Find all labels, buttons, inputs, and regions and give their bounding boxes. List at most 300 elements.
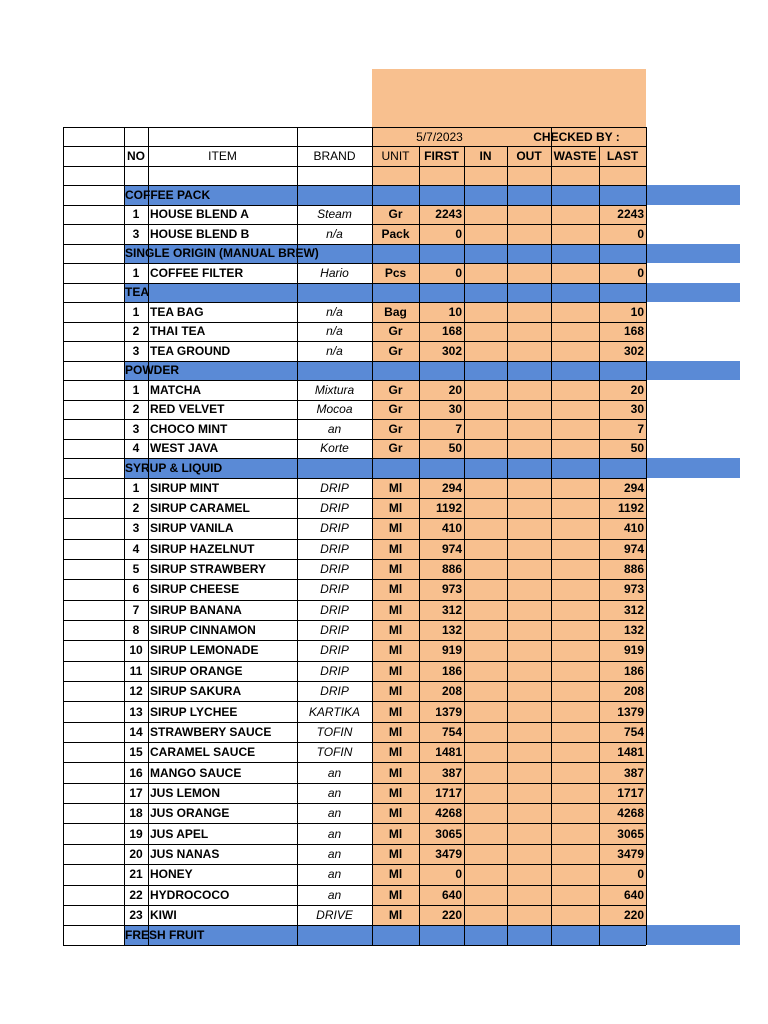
item-last: 0 <box>637 867 644 882</box>
item-last: 186 <box>623 663 644 678</box>
item-in <box>464 302 507 322</box>
item-brand: Mocoa <box>316 402 353 417</box>
item-last: 20 <box>630 382 644 397</box>
section-title: SYRUP & LIQUID <box>125 460 223 475</box>
item-in <box>464 783 507 803</box>
item-name: MANGO SAUCE <box>150 765 242 780</box>
item-first: 3065 <box>435 826 462 841</box>
item-unit: Ml <box>388 765 403 780</box>
item-name: SIRUP LYCHEE <box>150 704 238 719</box>
item-last: 4268 <box>617 806 644 821</box>
grid-line <box>63 166 646 167</box>
grid-line <box>63 945 646 946</box>
grid-line <box>63 127 64 945</box>
item-first: 2243 <box>435 207 462 222</box>
item-name: HOUSE BLEND A <box>150 207 249 222</box>
item-in <box>464 419 507 439</box>
item-out <box>507 322 551 342</box>
item-in <box>464 823 507 843</box>
item-last: 410 <box>623 521 644 536</box>
item-out <box>507 205 551 225</box>
item-unit: Ml <box>388 562 403 577</box>
item-out <box>507 803 551 823</box>
item-first: 220 <box>441 908 462 923</box>
section-title: POWDER <box>125 363 179 378</box>
item-no: 5 <box>132 562 140 577</box>
item-brand: Hario <box>320 265 349 280</box>
item-in <box>464 478 507 498</box>
item-no: 16 <box>129 765 143 780</box>
item-first: 0 <box>455 226 462 241</box>
item-out <box>507 905 551 925</box>
item-no: 3 <box>132 226 140 241</box>
item-waste <box>551 518 599 538</box>
item-out <box>507 439 551 459</box>
item-unit: Ml <box>388 867 403 882</box>
item-name: STRAWBERY SAUCE <box>150 724 272 739</box>
item-no: 1 <box>132 207 140 222</box>
item-unit: Ml <box>388 541 403 556</box>
item-in <box>464 885 507 905</box>
item-in <box>464 498 507 518</box>
item-waste <box>551 885 599 905</box>
item-out <box>507 783 551 803</box>
item-out <box>507 539 551 559</box>
item-name: SIRUP ORANGE <box>150 663 243 678</box>
item-name: MATCHA <box>150 382 202 397</box>
item-no: 6 <box>132 582 140 597</box>
item-brand: n/a <box>326 343 343 358</box>
item-first: 7 <box>455 421 462 436</box>
item-brand: an <box>327 765 342 780</box>
item-no: 14 <box>129 724 143 739</box>
item-no: 10 <box>129 643 143 658</box>
item-last: 973 <box>623 582 644 597</box>
item-brand: n/a <box>326 226 343 241</box>
item-brand: an <box>327 846 342 861</box>
item-first: 132 <box>441 623 462 638</box>
item-first: 3479 <box>435 846 462 861</box>
item-in <box>464 640 507 660</box>
item-brand: DRIP <box>320 521 349 536</box>
item-name: SIRUP MINT <box>150 480 220 495</box>
item-no: 17 <box>129 785 143 800</box>
item-unit: Ml <box>388 908 403 923</box>
item-last: 1192 <box>617 501 644 516</box>
item-first: 4268 <box>435 806 462 821</box>
item-waste <box>551 205 599 225</box>
item-name: CARAMEL SAUCE <box>150 745 256 760</box>
item-out <box>507 762 551 782</box>
item-in <box>464 400 507 420</box>
item-out <box>507 341 551 361</box>
item-in <box>464 439 507 459</box>
item-brand: DRIP <box>320 623 349 638</box>
item-waste <box>551 380 599 400</box>
item-name: KIWI <box>150 908 177 923</box>
item-no: 2 <box>132 324 140 339</box>
item-waste <box>551 224 599 244</box>
item-first: 1379 <box>435 704 462 719</box>
item-out <box>507 701 551 721</box>
item-unit: Ml <box>388 663 403 678</box>
item-name: JUS ORANGE <box>150 806 230 821</box>
item-no: 18 <box>129 806 143 821</box>
item-first: 186 <box>441 663 462 678</box>
item-first: 1192 <box>435 501 462 516</box>
item-in <box>464 722 507 742</box>
item-out <box>507 620 551 640</box>
item-brand: an <box>327 867 342 882</box>
item-waste <box>551 783 599 803</box>
item-no: 8 <box>132 623 140 638</box>
item-brand: DRIP <box>320 663 349 678</box>
item-name: WEST JAVA <box>150 441 219 456</box>
header-item: ITEM <box>208 149 237 163</box>
item-unit: Ml <box>388 704 403 719</box>
item-name: HYDROCOCO <box>150 887 230 902</box>
item-no: 2 <box>132 402 140 417</box>
item-unit: Ml <box>388 521 403 536</box>
item-first: 410 <box>441 521 462 536</box>
item-last: 1481 <box>617 745 644 760</box>
item-first: 312 <box>441 602 462 617</box>
item-brand: an <box>327 785 342 800</box>
item-last: 1379 <box>617 704 644 719</box>
item-last: 302 <box>623 343 644 358</box>
item-last: 312 <box>623 602 644 617</box>
item-unit: Ml <box>388 501 403 516</box>
item-unit: Pack <box>381 226 410 241</box>
item-in <box>464 539 507 559</box>
item-last: 208 <box>623 684 644 699</box>
item-no: 20 <box>129 846 143 861</box>
item-waste <box>551 579 599 599</box>
item-in <box>464 559 507 579</box>
item-unit: Ml <box>388 785 403 800</box>
item-brand: DRIP <box>320 480 349 495</box>
item-last: 50 <box>630 441 644 456</box>
header-no: NO <box>127 149 145 163</box>
item-name: SIRUP CINNAMON <box>150 623 256 638</box>
item-out <box>507 224 551 244</box>
header-in: IN <box>479 149 492 163</box>
item-last: 294 <box>623 480 644 495</box>
item-first: 1481 <box>435 745 462 760</box>
item-out <box>507 302 551 322</box>
item-in <box>464 205 507 225</box>
item-waste <box>551 762 599 782</box>
item-first: 754 <box>441 724 462 739</box>
item-no: 19 <box>129 826 143 841</box>
item-in <box>464 762 507 782</box>
item-out <box>507 263 551 283</box>
item-in <box>464 844 507 864</box>
item-unit: Pcs <box>384 265 407 280</box>
item-waste <box>551 419 599 439</box>
item-waste <box>551 701 599 721</box>
item-last: 387 <box>623 765 644 780</box>
item-name: RED VELVET <box>150 402 225 417</box>
item-unit: Ml <box>388 724 403 739</box>
item-last: 974 <box>623 541 644 556</box>
item-first: 50 <box>448 441 462 456</box>
item-out <box>507 661 551 681</box>
item-unit: Ml <box>388 623 403 638</box>
section-title: COFFEE PACK <box>125 187 211 202</box>
item-name: COFFEE FILTER <box>150 265 244 280</box>
item-name: SIRUP BANANA <box>150 602 242 617</box>
item-out <box>507 844 551 864</box>
item-unit: Ml <box>388 887 403 902</box>
item-no: 1 <box>132 382 140 397</box>
item-out <box>507 600 551 620</box>
item-first: 30 <box>448 402 462 417</box>
item-first: 294 <box>441 480 462 495</box>
item-brand: DRIP <box>320 541 349 556</box>
report-date: 5/7/2023 <box>416 129 463 144</box>
item-name: SIRUP CHEESE <box>150 582 240 597</box>
item-in <box>464 803 507 823</box>
item-waste <box>551 640 599 660</box>
item-waste <box>551 864 599 884</box>
item-last: 3479 <box>617 846 644 861</box>
item-out <box>507 722 551 742</box>
item-first: 886 <box>441 562 462 577</box>
item-brand: Korte <box>320 441 349 456</box>
item-name: SIRUP VANILA <box>150 521 234 536</box>
item-waste <box>551 498 599 518</box>
item-waste <box>551 620 599 640</box>
item-waste <box>551 341 599 361</box>
item-name: TEA BAG <box>150 304 204 319</box>
item-no: 23 <box>129 908 143 923</box>
item-brand: an <box>327 806 342 821</box>
item-waste <box>551 844 599 864</box>
item-first: 973 <box>441 582 462 597</box>
item-unit: Gr <box>388 207 403 222</box>
item-name: JUS NANAS <box>150 846 220 861</box>
item-name: CHOCO MINT <box>150 421 228 436</box>
item-in <box>464 905 507 925</box>
item-no: 22 <box>129 887 143 902</box>
item-brand: an <box>327 826 342 841</box>
item-waste <box>551 400 599 420</box>
item-first: 168 <box>441 324 462 339</box>
item-no: 1 <box>132 265 140 280</box>
item-name: SIRUP LEMONADE <box>150 643 259 658</box>
item-in <box>464 864 507 884</box>
item-waste <box>551 439 599 459</box>
item-waste <box>551 263 599 283</box>
item-no: 1 <box>132 480 140 495</box>
item-in <box>464 600 507 620</box>
item-in <box>464 263 507 283</box>
item-name: THAI TEA <box>150 324 206 339</box>
item-in <box>464 681 507 701</box>
header-brand: BRAND <box>313 149 356 163</box>
header-first: FIRST <box>424 149 459 163</box>
item-unit: Gr <box>388 343 403 358</box>
section-title: SINGLE ORIGIN (MANUAL BREW) <box>125 246 319 261</box>
item-waste <box>551 661 599 681</box>
item-out <box>507 823 551 843</box>
item-no: 2 <box>132 501 140 516</box>
item-no: 3 <box>132 521 140 536</box>
item-no: 4 <box>132 441 140 456</box>
item-in <box>464 322 507 342</box>
item-first: 0 <box>455 265 462 280</box>
item-brand: DRIP <box>320 602 349 617</box>
header-out: OUT <box>516 149 542 163</box>
item-first: 302 <box>441 343 462 358</box>
section-title: TEA <box>125 285 149 300</box>
item-last: 754 <box>623 724 644 739</box>
item-last: 0 <box>637 265 644 280</box>
checked-by-label: CHECKED BY : <box>533 129 620 144</box>
header-last: LAST <box>606 149 639 163</box>
item-waste <box>551 803 599 823</box>
item-out <box>507 681 551 701</box>
item-first: 919 <box>441 643 462 658</box>
item-unit: Ml <box>388 602 403 617</box>
item-last: 10 <box>630 304 644 319</box>
item-last: 30 <box>630 402 644 417</box>
item-out <box>507 864 551 884</box>
item-out <box>507 742 551 762</box>
item-name: JUS APEL <box>150 826 209 841</box>
item-in <box>464 518 507 538</box>
item-brand: an <box>327 887 342 902</box>
item-in <box>464 661 507 681</box>
item-waste <box>551 322 599 342</box>
item-out <box>507 885 551 905</box>
item-waste <box>551 478 599 498</box>
item-in <box>464 579 507 599</box>
item-waste <box>551 823 599 843</box>
item-brand: KARTIKA <box>308 704 361 719</box>
item-brand: n/a <box>326 324 343 339</box>
item-waste <box>551 722 599 742</box>
item-name: HOUSE BLEND B <box>150 226 250 241</box>
item-first: 640 <box>441 887 462 902</box>
item-in <box>464 742 507 762</box>
grid-line <box>646 127 647 945</box>
item-no: 1 <box>132 304 140 319</box>
item-last: 640 <box>623 887 644 902</box>
item-brand: DRIP <box>320 562 349 577</box>
item-name: TEA GROUND <box>150 343 231 358</box>
item-brand: n/a <box>326 304 343 319</box>
item-out <box>507 640 551 660</box>
item-last: 0 <box>637 226 644 241</box>
item-waste <box>551 600 599 620</box>
item-waste <box>551 539 599 559</box>
item-unit: Gr <box>388 402 403 417</box>
item-name: SIRUP HAZELNUT <box>150 541 255 556</box>
item-last: 919 <box>623 643 644 658</box>
item-name: SIRUP CARAMEL <box>150 501 250 516</box>
item-no: 13 <box>129 704 143 719</box>
item-unit: Gr <box>388 382 403 397</box>
item-first: 208 <box>441 684 462 699</box>
item-last: 2243 <box>617 207 644 222</box>
item-unit: Ml <box>388 480 403 495</box>
header-unit: UNIT <box>381 149 410 163</box>
item-out <box>507 419 551 439</box>
item-brand: Steam <box>317 207 352 222</box>
item-unit: Ml <box>388 582 403 597</box>
item-name: JUS LEMON <box>150 785 221 800</box>
item-no: 12 <box>129 684 143 699</box>
item-brand: DRIP <box>320 582 349 597</box>
item-brand: TOFIN <box>316 745 353 760</box>
item-brand: DRIP <box>320 684 349 699</box>
item-first: 0 <box>455 867 462 882</box>
item-no: 3 <box>132 343 140 358</box>
item-in <box>464 224 507 244</box>
item-no: 3 <box>132 421 140 436</box>
item-out <box>507 400 551 420</box>
item-unit: Bag <box>384 304 407 319</box>
item-out <box>507 498 551 518</box>
item-unit: Ml <box>388 826 403 841</box>
item-brand: DRIVE <box>316 908 353 923</box>
item-unit: Ml <box>388 806 403 821</box>
item-waste <box>551 302 599 322</box>
item-unit: Gr <box>388 441 403 456</box>
item-no: 21 <box>129 867 143 882</box>
item-waste <box>551 559 599 579</box>
item-unit: Ml <box>388 643 403 658</box>
item-no: 11 <box>129 663 143 678</box>
item-out <box>507 380 551 400</box>
item-brand: Mixtura <box>314 382 355 397</box>
item-in <box>464 701 507 721</box>
item-last: 132 <box>623 623 644 638</box>
item-last: 7 <box>637 421 644 436</box>
item-unit: Ml <box>388 846 403 861</box>
header-waste: WASTE <box>553 149 597 163</box>
item-first: 974 <box>441 541 462 556</box>
item-brand: an <box>327 421 342 436</box>
item-brand: TOFIN <box>316 724 353 739</box>
item-last: 220 <box>623 908 644 923</box>
item-last: 168 <box>623 324 644 339</box>
item-unit: Gr <box>388 421 403 436</box>
item-first: 387 <box>441 765 462 780</box>
item-last: 3065 <box>617 826 644 841</box>
item-last: 886 <box>623 562 644 577</box>
item-name: SIRUP SAKURA <box>150 684 242 699</box>
item-out <box>507 559 551 579</box>
item-waste <box>551 681 599 701</box>
item-in <box>464 620 507 640</box>
item-first: 20 <box>448 382 462 397</box>
item-waste <box>551 742 599 762</box>
item-unit: Gr <box>388 324 403 339</box>
item-first: 1717 <box>435 785 462 800</box>
item-brand: DRIP <box>320 643 349 658</box>
item-brand: DRIP <box>320 501 349 516</box>
item-no: 7 <box>132 602 140 617</box>
item-name: SIRUP STRAWBERY <box>150 562 267 577</box>
item-out <box>507 518 551 538</box>
item-in <box>464 380 507 400</box>
item-waste <box>551 905 599 925</box>
item-no: 4 <box>132 541 140 556</box>
item-name: HONEY <box>150 867 193 882</box>
